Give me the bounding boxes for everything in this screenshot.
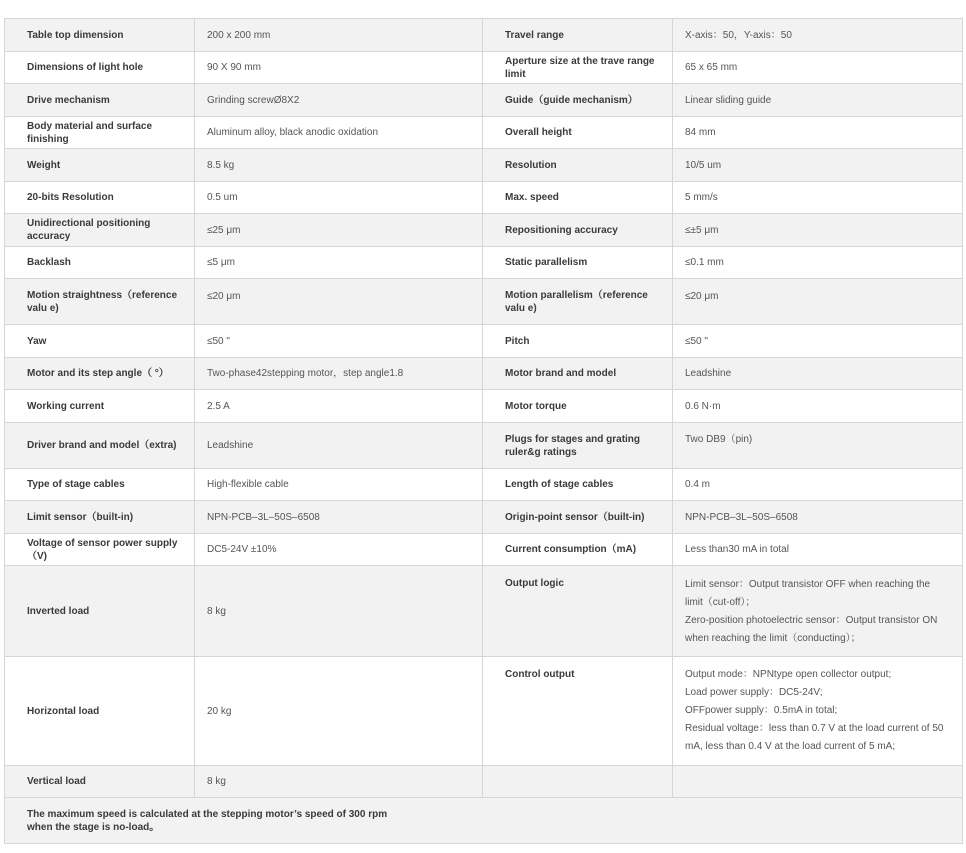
spec-value: NPN-PCB–3L–50S–6508 xyxy=(673,501,963,534)
table-row xyxy=(5,214,963,247)
spec-table xyxy=(4,18,963,844)
spec-value: 20 kg xyxy=(195,657,483,766)
table-row xyxy=(5,423,963,469)
spec-label: Backlash xyxy=(5,247,195,279)
spec-value: ≤50 " xyxy=(673,325,963,358)
spec-value: 65 x 65 mm xyxy=(673,52,963,84)
spec-label: Motor and its step angle（ °） xyxy=(5,358,195,390)
table-row xyxy=(5,798,963,844)
spec-value: DC5-24V ±10% xyxy=(195,534,483,566)
spec-label: Control output xyxy=(483,657,673,766)
table-row xyxy=(5,469,963,501)
spec-value: ≤20 μm xyxy=(195,279,483,325)
spec-value-multiline xyxy=(673,566,963,657)
spec-value: 0.5 um xyxy=(195,182,483,214)
spec-value: 2.5 A xyxy=(195,390,483,423)
table-row xyxy=(5,534,963,566)
spec-value: NPN-PCB–3L–50S–6508 xyxy=(195,501,483,534)
spec-label: Motor brand and model xyxy=(483,358,673,390)
spec-label xyxy=(483,766,673,798)
table-row xyxy=(5,501,963,534)
spec-value: X-axis：50，Y-axis：50 xyxy=(673,19,963,52)
spec-value: 5 mm/s xyxy=(673,182,963,214)
table-row xyxy=(5,390,963,423)
spec-value: Grinding screwØ8X2 xyxy=(195,84,483,117)
table-row xyxy=(5,358,963,390)
table-row xyxy=(5,325,963,358)
spec-label: Pitch xyxy=(483,325,673,358)
spec-value: 200 x 200 mm xyxy=(195,19,483,52)
spec-label: Inverted load xyxy=(5,566,195,657)
spec-value: Aluminum alloy, black anodic oxidation xyxy=(195,117,483,149)
table-row xyxy=(5,84,963,117)
spec-value: 8.5 kg xyxy=(195,149,483,182)
spec-label: Dimensions of light hole xyxy=(5,52,195,84)
spec-value-line: Zero-position photoelectric sensor：Output transistor ON xyxy=(685,615,938,626)
spec-label: Output logic xyxy=(483,566,673,657)
spec-value: High-flexible cable xyxy=(195,469,483,501)
table-row xyxy=(5,149,963,182)
spec-label: Table top dimension xyxy=(5,19,195,52)
spec-value: 8 kg xyxy=(195,766,483,798)
spec-label: Unidirectional positioning accuracy xyxy=(5,214,195,247)
spec-label: Voltage of sensor power supply（V) xyxy=(5,534,195,566)
spec-label: Guide（guide mechanism） xyxy=(483,84,673,117)
spec-label: Weight xyxy=(5,149,195,182)
spec-value: ≤5 μm xyxy=(195,247,483,279)
spec-label: Plugs for stages and grating ruler&g ratings xyxy=(483,423,673,469)
spec-label: Limit sensor（built-in) xyxy=(5,501,195,534)
footnote xyxy=(5,798,963,844)
spec-label: Motion straightness（reference valu e) xyxy=(5,279,195,325)
table-row xyxy=(5,279,963,325)
spec-label: Repositioning accuracy xyxy=(483,214,673,247)
spec-label: Body material and surface finishing xyxy=(5,117,195,149)
spec-value: 90 X 90 mm xyxy=(195,52,483,84)
spec-label: Type of stage cables xyxy=(5,469,195,501)
spec-label: Motor torque xyxy=(483,390,673,423)
spec-value xyxy=(673,766,963,798)
spec-value-line: limit（cut-off）； xyxy=(685,597,756,608)
spec-label: Max. speed xyxy=(483,182,673,214)
footnote-line: when the stage is no-load。 xyxy=(27,821,160,833)
table-row xyxy=(5,19,963,52)
spec-label: Horizontal load xyxy=(5,657,195,766)
spec-value: Leadshine xyxy=(195,423,483,469)
spec-value-line: Output mode：NPNtype open collector output; xyxy=(685,669,892,680)
spec-value: Leadshine xyxy=(673,358,963,390)
spec-value-line: when reaching the limit（conducting）； xyxy=(685,633,861,644)
table-row xyxy=(5,52,963,84)
spec-label: 20-bits Resolution xyxy=(5,182,195,214)
spec-value: ≤20 μm xyxy=(673,279,963,325)
spec-label: Vertical load xyxy=(5,766,195,798)
spec-value-line: Load power supply：DC5-24V; xyxy=(685,687,823,698)
spec-label: Current consumption（mA) xyxy=(483,534,673,566)
spec-value: ≤±5 μm xyxy=(673,214,963,247)
spec-label: Overall height xyxy=(483,117,673,149)
spec-label: Yaw xyxy=(5,325,195,358)
spec-value-line: OFFpower supply：0.5mA in total; xyxy=(685,705,838,716)
spec-value: 84 mm xyxy=(673,117,963,149)
spec-value-line: Limit sensor：Output transistor OFF when reaching the xyxy=(685,579,931,590)
spec-value-line: mA, less than 0.4 V at the load current of 5 mA; xyxy=(685,741,896,752)
table-row xyxy=(5,766,963,798)
spec-label: Motion parallelism（reference valu e) xyxy=(483,279,673,325)
spec-value: 10/5 um xyxy=(673,149,963,182)
spec-label: Resolution xyxy=(483,149,673,182)
table-row xyxy=(5,247,963,279)
table-row xyxy=(5,117,963,149)
spec-label: Aperture size at the trave range limit xyxy=(483,52,673,84)
spec-value: Linear sliding guide xyxy=(673,84,963,117)
spec-value-multiline xyxy=(673,657,963,766)
spec-value: 8 kg xyxy=(195,566,483,657)
spec-label: Static parallelism xyxy=(483,247,673,279)
table-row xyxy=(5,657,963,766)
spec-label: Working current xyxy=(5,390,195,423)
spec-value: Two-phase42stepping motor，step angle1.8 xyxy=(195,358,483,390)
table-row xyxy=(5,566,963,657)
spec-value: ≤50 " xyxy=(195,325,483,358)
spec-label: Length of stage cables xyxy=(483,469,673,501)
spec-value: Less than30 mA in total xyxy=(673,534,963,566)
spec-value: 0.6 N·m xyxy=(673,390,963,423)
spec-value: ≤25 μm xyxy=(195,214,483,247)
spec-value: 0.4 m xyxy=(673,469,963,501)
spec-value-line: Residual voltage：less than 0.7 V at the load current of 50 xyxy=(685,723,944,734)
spec-label: Travel range xyxy=(483,19,673,52)
spec-label: Origin-point sensor（built-in) xyxy=(483,501,673,534)
table-row xyxy=(5,182,963,214)
spec-value: ≤0.1 mm xyxy=(673,247,963,279)
spec-label: Drive mechanism xyxy=(5,84,195,117)
footnote-line: The maximum speed is calculated at the stepping motor’s speed of 300 rpm xyxy=(27,808,388,820)
spec-value: Two DB9（pin) xyxy=(673,423,963,469)
spec-label: Driver brand and model（extra) xyxy=(5,423,195,469)
